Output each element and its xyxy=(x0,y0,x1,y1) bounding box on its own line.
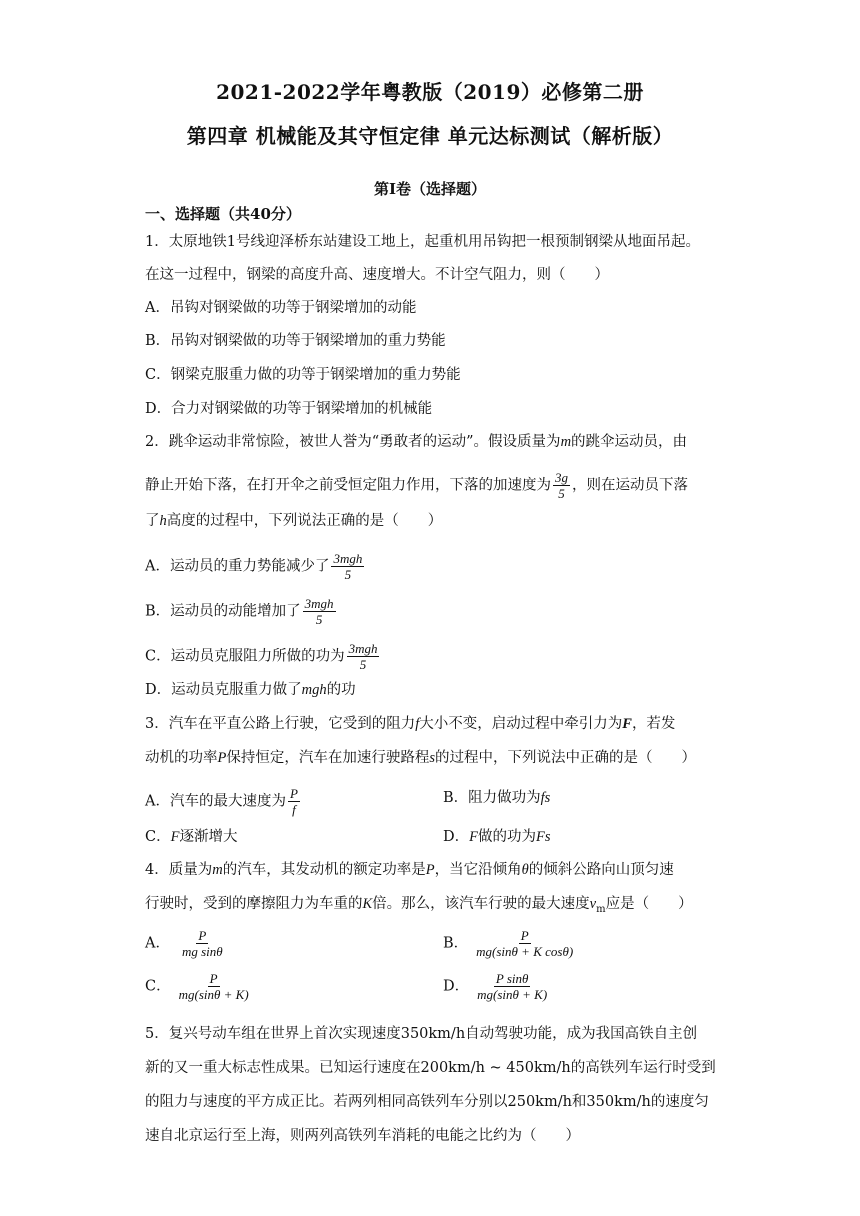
q2-var-h: h xyxy=(159,513,167,529)
q4-option-b-fraction xyxy=(474,928,575,959)
q4-var-subscript: m xyxy=(596,903,606,915)
fraction-denominator: 5 xyxy=(344,567,352,582)
q2-option-b-fraction xyxy=(303,596,336,627)
fraction-numerator: P xyxy=(520,928,529,943)
fraction-numerator: P xyxy=(209,971,218,986)
q4-text: 行驶时，受到的摩擦阻力为车重的 xyxy=(145,896,363,912)
q3-text: ，若发 xyxy=(631,716,676,732)
q3-var-s: s xyxy=(429,750,436,766)
option-text: 的功 xyxy=(326,682,356,698)
q2-text: 的跳伞运动员，由 xyxy=(571,434,688,450)
fraction-numerator: 3mgh xyxy=(348,641,378,656)
q4-option-c xyxy=(145,971,253,1002)
option-label: B． xyxy=(443,935,469,952)
option-text: A．运动员的重力势能减少了 xyxy=(145,558,330,575)
q4-text: 倍。那么，该汽车行驶的最大速度 xyxy=(372,896,590,912)
q3-stem-line2 xyxy=(145,748,696,768)
q4-option-a xyxy=(145,928,227,959)
q3-option-b xyxy=(443,788,550,808)
q2-option-a xyxy=(145,551,366,582)
q2-option-c xyxy=(145,641,381,672)
document-title-line1: 2021-2022学年粤教版（2019）必修第二册 xyxy=(216,80,644,104)
q3-text: 保持恒定，汽车在加速行驶路程 xyxy=(226,750,430,766)
q3-var-F: F xyxy=(170,829,180,845)
q4-option-d xyxy=(443,971,551,1002)
q4-var-theta: θ xyxy=(521,862,529,878)
q4-option-c-fraction xyxy=(177,971,251,1002)
fraction-numerator: P xyxy=(198,928,207,943)
fraction-denominator: mg(sinθ + K cosθ) xyxy=(476,944,574,959)
q3-text: 大小不变，启动过程中牵引力为 xyxy=(419,716,623,732)
q5-stem-line2: 新的又一重大标志性成果。已知运行速度在200km/h ~ 450km/h的高铁列车运行时受到 xyxy=(145,1060,716,1076)
q2-text: 高度的过程中，下列说法正确的是（ ） xyxy=(166,513,443,529)
q5-stem-line3: 的阻力与速度的平方成正比。若两列相同高铁列车分别以250km/h和350km/h的速度匀 xyxy=(145,1094,709,1110)
option-label: C． xyxy=(145,978,171,995)
q3-stem-line1 xyxy=(145,714,675,734)
section-heading: 一、选择题（共40分） xyxy=(145,205,301,223)
q5-stem-line4: 速自北京运行至上海，则两列高铁列车消耗的电能之比约为（ ） xyxy=(145,1128,580,1144)
q4-text: 4．质量为 xyxy=(145,862,213,878)
q4-text: 应是（ ） xyxy=(605,896,693,912)
fraction-denominator: mg(sinθ + K) xyxy=(477,987,548,1002)
q2-option-b xyxy=(145,596,338,627)
q4-stem-line1 xyxy=(145,860,674,880)
q4-text: ，当它沿倾角 xyxy=(434,862,522,878)
q2-acceleration-fraction xyxy=(553,470,570,501)
q4-stem-line2 xyxy=(145,894,693,920)
q1-option-a: A．吊钩对钢梁做的功等于钢梁增加的动能 xyxy=(145,300,417,316)
option-text: 做的功为 xyxy=(478,829,536,845)
q1-stem-line1: 1．太原地铁1号线迎泽桥东站建设工地上，起重机用吊钩把一根预制钢梁从地面吊起。 xyxy=(145,234,700,250)
q4-option-d-fraction xyxy=(475,971,549,1002)
q4-option-b xyxy=(443,928,577,959)
q5-stem-line1: 5．复兴号动车组在世界上首次实现速度350km/h自动驾驶功能，成为我国高铁自主创 xyxy=(145,1026,698,1042)
q3-var-P: P xyxy=(217,750,227,766)
q3-var-Fs: Fs xyxy=(536,829,551,845)
fraction-denominator: 5 xyxy=(315,612,323,627)
q2-text: 2．跳伞运动非常惊险，被世人誉为“勇敢者的运动”。假设质量为 xyxy=(145,434,561,450)
q2-var-m: m xyxy=(560,434,572,450)
q3-option-d xyxy=(443,827,551,847)
q3-option-c xyxy=(145,827,237,847)
q3-option-a-fraction xyxy=(288,786,300,817)
q1-option-b: B．吊钩对钢梁做的功等于钢梁增加的重力势能 xyxy=(145,333,446,349)
fraction-numerator: 3mgh xyxy=(333,551,363,566)
document-title-line2: 第四章 机械能及其守恒定律 单元达标测试（解析版） xyxy=(186,124,674,148)
option-label: A． xyxy=(145,935,170,952)
q2-option-a-fraction xyxy=(331,551,364,582)
q3-text: 的过程中，下列说法中正确的是（ ） xyxy=(435,750,697,766)
q3-var-fs: fs xyxy=(540,790,551,806)
q1-stem-line2: 在这一过程中，钢梁的高度升高、速度增大。不计空气阻力，则（ ） xyxy=(145,267,609,283)
fraction-numerator: P sinθ xyxy=(495,971,529,986)
fraction-numerator: 3g xyxy=(555,470,568,485)
q2-text: ，则在运动员下落 xyxy=(572,477,688,494)
q3-option-a xyxy=(145,786,302,817)
option-text: C． xyxy=(145,829,171,845)
q4-option-a-fraction xyxy=(180,928,225,959)
option-label: D． xyxy=(443,978,470,995)
fraction-numerator: P xyxy=(289,786,298,801)
fraction-denominator: mg sinθ xyxy=(181,944,223,959)
option-text: C．运动员克服阻力所做的功为 xyxy=(145,648,345,665)
fraction-denominator: 5 xyxy=(359,657,367,672)
q4-var-P: P xyxy=(425,862,435,878)
volume-heading: 第Ⅰ卷（选择题） xyxy=(373,180,487,198)
q3-var-F: F xyxy=(469,829,478,845)
q2-text: 静止开始下落，在打开伞之前受恒定阻力作用，下落的加速度为 xyxy=(145,477,551,494)
q2-text: 了 xyxy=(145,513,160,529)
q3-text: 动机的功率 xyxy=(145,750,218,766)
q2-option-c-fraction xyxy=(347,641,380,672)
option-text: A．汽车的最大速度为 xyxy=(145,793,286,810)
q1-option-c: C．钢梁克服重力做的功等于钢梁增加的重力势能 xyxy=(145,367,461,383)
q3-text: 3．汽车在平直公路上行驶，它受到的阻力 xyxy=(145,716,416,732)
q4-var-m: m xyxy=(212,862,223,878)
option-text: B．运动员的动能增加了 xyxy=(145,603,301,620)
fraction-denominator: f xyxy=(292,802,296,817)
q1-option-d: D．合力对钢梁做的功等于钢梁增加的机械能 xyxy=(145,401,433,417)
fraction-numerator: 3mgh xyxy=(304,596,334,611)
q4-text: 的倾斜公路向山顶匀速 xyxy=(528,862,674,878)
option-text: B．阻力做功为 xyxy=(443,790,541,806)
q3-var-f: f xyxy=(415,716,420,732)
q4-var-v: v xyxy=(589,896,597,912)
q2-stem-line1 xyxy=(145,432,687,452)
q4-text: 的汽车，其发动机的额定功率是 xyxy=(222,862,426,878)
option-text: D．运动员克服重力做了 xyxy=(145,682,302,698)
q2-stem-line2 xyxy=(145,470,688,501)
q2-stem-line3 xyxy=(145,511,442,531)
q3-var-F: F xyxy=(622,716,632,732)
q2-var-mgh: mgh xyxy=(301,682,327,698)
option-text: 逐渐增大 xyxy=(179,829,238,845)
q2-option-d xyxy=(145,680,356,700)
fraction-denominator: 5 xyxy=(558,486,565,501)
fraction-denominator: mg(sinθ + K) xyxy=(178,987,249,1002)
q4-var-K: K xyxy=(362,896,373,912)
option-text: D． xyxy=(443,829,470,845)
